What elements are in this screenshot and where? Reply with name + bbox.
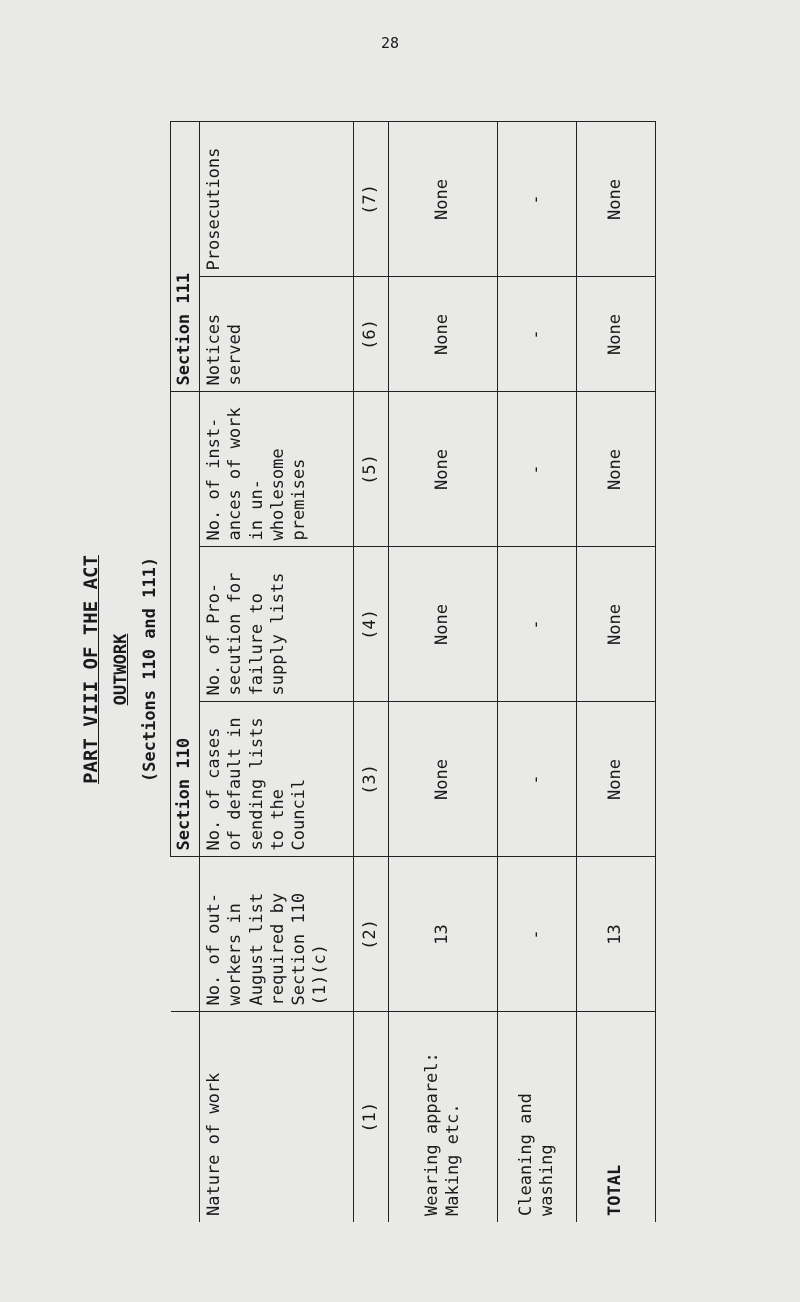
outwork-table xyxy=(170,121,656,1222)
table-row xyxy=(389,122,498,1222)
column-number-row xyxy=(354,122,389,1222)
row-label: TOTAL xyxy=(577,1012,656,1222)
row-label: Cleaning and washing xyxy=(498,1012,577,1222)
table-cell: None xyxy=(389,122,498,277)
column-number: (6) xyxy=(354,277,389,392)
table-cell: None xyxy=(389,392,498,547)
section-110-header: Section 110 xyxy=(171,392,200,857)
table-cell: 13 xyxy=(577,857,656,1012)
heading-sections: (Sections 110 and 111) xyxy=(140,556,160,783)
table-row xyxy=(498,122,577,1222)
table-cell: - xyxy=(498,277,577,392)
table-cell: - xyxy=(498,122,577,277)
table-cell: None xyxy=(577,702,656,857)
column-number: (7) xyxy=(354,122,389,277)
column-header: Prosecutions xyxy=(200,122,354,277)
table-cell: 13 xyxy=(389,857,498,1012)
rotated-table-block xyxy=(70,117,626,1222)
column-header: No. of Pro-secution for failure to supply lists xyxy=(200,547,354,702)
table-cell: None xyxy=(577,122,656,277)
column-number: (1) xyxy=(354,1012,389,1222)
column-header: No. of out-workers in August list required by Section 110 (1)(c) xyxy=(200,857,354,1012)
table-heading xyxy=(70,117,170,1222)
column-number: (4) xyxy=(354,547,389,702)
table-cell: - xyxy=(498,702,577,857)
table-row-total xyxy=(577,122,656,1222)
heading-part: PART VIII OF THE ACT xyxy=(80,555,102,784)
page-number: 28 xyxy=(380,34,400,52)
table-cell: None xyxy=(389,702,498,857)
table-cell: - xyxy=(498,857,577,1012)
table-cell: None xyxy=(389,277,498,392)
column-header: Notices served xyxy=(200,277,354,392)
section-header-row xyxy=(171,122,200,1222)
blank-cell xyxy=(171,1012,200,1222)
section-111-header: Section 111 xyxy=(171,122,200,392)
column-header: No. of cases of default in sending lists to the Council xyxy=(200,702,354,857)
column-number: (3) xyxy=(354,702,389,857)
column-number: (5) xyxy=(354,392,389,547)
column-header-row xyxy=(200,122,354,1222)
row-label: Wearing apparel: Making etc. xyxy=(389,1012,498,1222)
table-cell: None xyxy=(577,547,656,702)
table-cell: None xyxy=(577,392,656,547)
heading-outwork: OUTWORK xyxy=(111,633,131,706)
column-header: Nature of work xyxy=(200,1012,354,1222)
table-cell: None xyxy=(577,277,656,392)
column-number: (2) xyxy=(354,857,389,1012)
table-cell: - xyxy=(498,547,577,702)
table-cell: - xyxy=(498,392,577,547)
column-header: No. of inst-ances of work in un-wholesome premises xyxy=(200,392,354,547)
table-cell: None xyxy=(389,547,498,702)
blank-cell xyxy=(171,857,200,1012)
